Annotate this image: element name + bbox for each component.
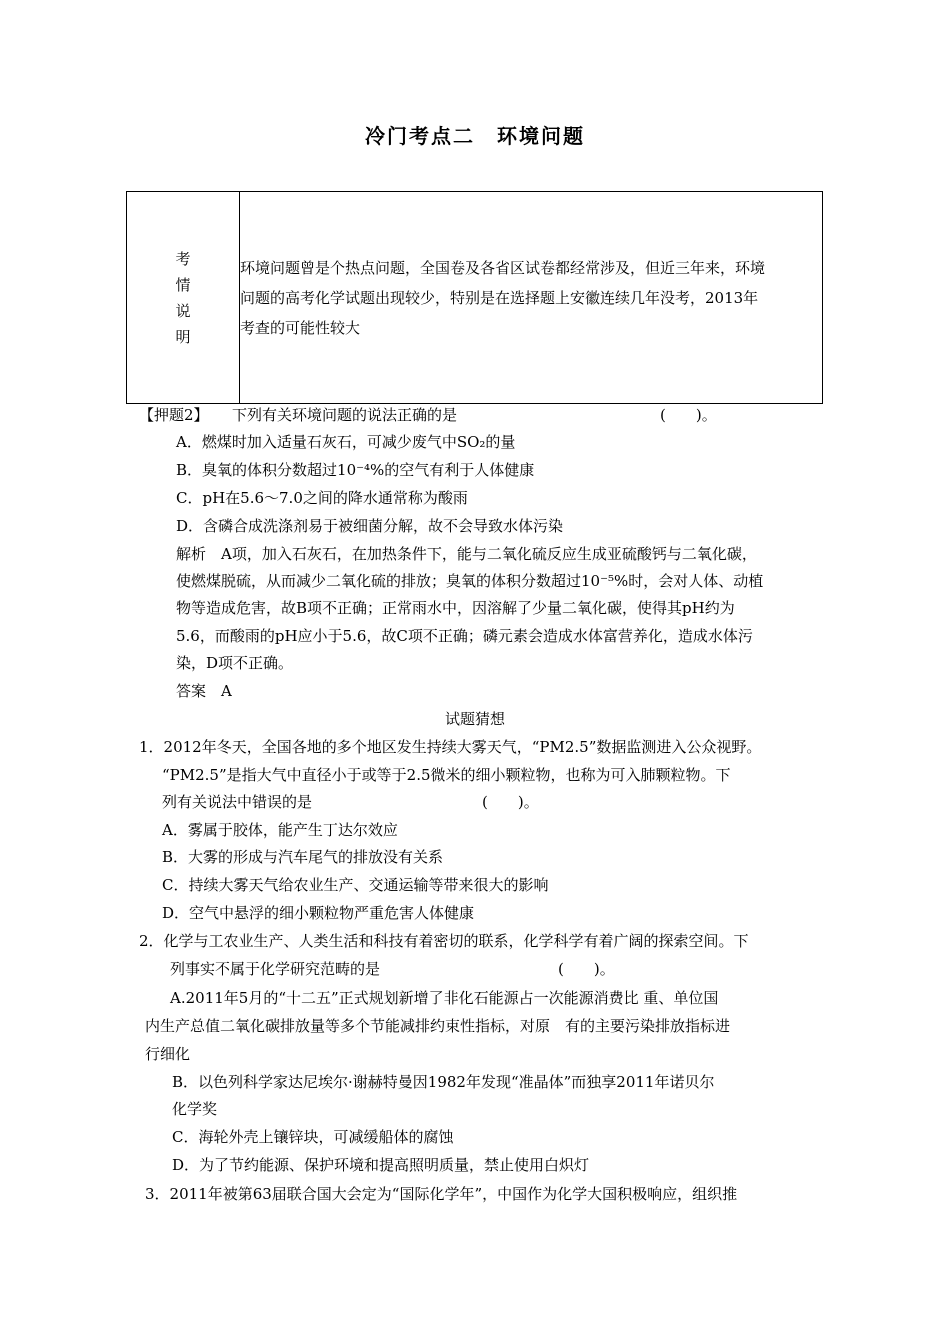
q1-paren: ( )。 xyxy=(482,793,539,811)
q1-line: 列有关说法中错误的是 xyxy=(162,793,313,811)
q2-option-line: A.2011年5月的“十二五”正式规划新增了非化石能源占一次能源消费比 重、单位国 xyxy=(170,989,719,1007)
analysis-line: 染，D项不正确。 xyxy=(176,654,294,672)
analysis-line: 解析 A项，加入石灰石，在加热条件下，能与二氧化硫反应生成亚硫酸钙与二氧化碳， xyxy=(176,545,757,563)
analysis-line: 物等造成危害，故B项不正确；正常雨水中，因溶解了少量二氧化碳，使得其pH约为 xyxy=(176,599,735,617)
press-question-paren: ( )。 xyxy=(660,406,717,424)
page-title: 冷门考点二 环境问题 xyxy=(365,124,585,148)
press-option-b: B．臭氧的体积分数超过10⁻⁴%的空气有利于人体健康 xyxy=(176,461,535,479)
info-label-char: 明 xyxy=(175,327,191,346)
q1-option-b: B．大雾的形成与汽车尾气的排放没有关系 xyxy=(162,848,444,866)
answer-line: 答案 A xyxy=(176,682,232,700)
q3-line: 3．2011年被第63届联合国大会定为“国际化学年”，中国作为化学大国积极响应，组织推 xyxy=(145,1185,738,1203)
q1-line: 1．2012年冬天，全国各地的多个地区发生持续大雾天气，“PM2.5”数据监测进入公众视野。 xyxy=(139,738,762,756)
q1-option-c: C．持续大雾天气给农业生产、交通运输等带来很大的影响 xyxy=(162,876,549,894)
q2-paren: ( )。 xyxy=(558,960,615,978)
exam-info-table xyxy=(126,191,823,404)
q2-option-line: 内生产总值二氧化碳排放量等多个节能减排约束性指标，对原 有的主要污染排放指标进 xyxy=(145,1017,731,1035)
press-option-c: C．pH在5.6～7.0之间的降水通常称为酸雨 xyxy=(176,489,468,507)
q1-option-a: A．雾属于胶体，能产生丁达尔效应 xyxy=(162,821,398,839)
info-label-char: 情 xyxy=(175,275,191,294)
q1-line: “PM2.5”是指大气中直径小于或等于2.5微米的细小颗粒物，也称为可入肺颗粒物。下 xyxy=(162,766,731,784)
info-content-line: 问题的高考化学试题出现较少，特别是在选择题上安徽连续几年没考，2013年 xyxy=(240,288,759,307)
info-label-char: 考 xyxy=(175,249,191,268)
q2-line: 列事实不属于化学研究范畴的是 xyxy=(170,960,381,978)
q2-line: 2．化学与工农业生产、人类生活和科技有着密切的联系，化学科学有着广阔的探索空间。下 xyxy=(139,932,749,950)
info-label-cell xyxy=(127,192,240,404)
q2-option-line: 行细化 xyxy=(145,1045,191,1063)
q1-option-d: D．空气中悬浮的细小颗粒物严重危害人体健康 xyxy=(162,904,475,922)
q2-option-line: D．为了节约能源、保护环境和提高照明质量，禁止使用白炽灯 xyxy=(172,1156,590,1174)
q2-option-line: B．以色列科学家达尼埃尔·谢赫特曼因1982年发现“准晶体”而独享2011年诺贝尔 xyxy=(172,1073,715,1091)
info-content-line: 环境问题曾是个热点问题，全国卷及各省区试卷都经常涉及，但近三年来，环境 xyxy=(240,258,766,277)
q2-option-line: C．海轮外壳上镶锌块，可减缓船体的腐蚀 xyxy=(172,1128,454,1146)
section-title: 试题猜想 xyxy=(444,710,505,728)
press-option-d: D．含磷合成洗涤剂易于被细菌分解，故不会导致水体污染 xyxy=(176,517,564,535)
info-label-char: 说 xyxy=(175,301,191,320)
analysis-line: 使燃煤脱硫，从而减少二氧化硫的排放；臭氧的体积分数超过10⁻⁵%时，会对人体、动植 xyxy=(176,572,764,590)
press-question-stem: 下列有关环境问题的说法正确的是 xyxy=(232,406,458,424)
info-content-line: 考查的可能性较大 xyxy=(240,318,361,337)
info-content-cell xyxy=(240,192,823,404)
press-option-a: A．燃煤时加入适量石灰石，可减少废气中SO₂的量 xyxy=(176,433,516,451)
press-question-tag: 【押题2】 xyxy=(139,406,209,424)
q2-option-line: 化学奖 xyxy=(172,1100,218,1118)
analysis-line: 5.6，而酸雨的pH应小于5.6，故C项不正确；磷元素会造成水体富营养化，造成水体污 xyxy=(176,627,753,645)
